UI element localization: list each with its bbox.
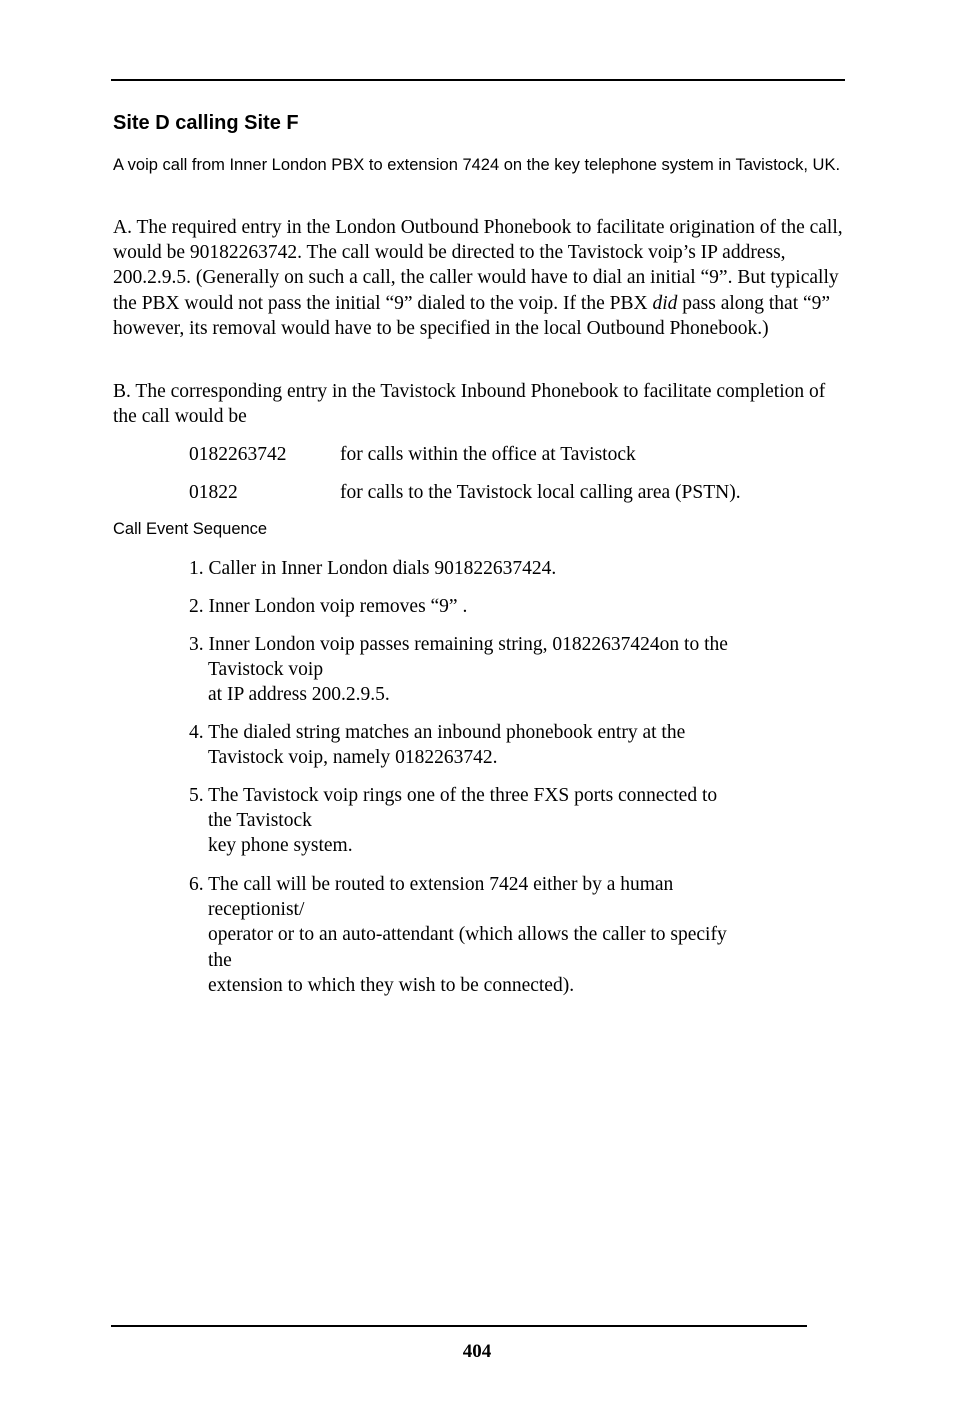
step-line: key phone system.	[208, 835, 353, 857]
paragraph-a-text-2: pass along that “9” however, its removal would have to be specified in the local Outbound Phonebook.)	[113, 292, 831, 339]
paragraph-b: B. The corresponding entry in the Tavistock Inbound Phonebook to facilitate completion of the call would be	[113, 381, 826, 428]
sequence-step	[189, 632, 834, 708]
intro-text: A voip call from Inner London PBX to extension 7424 on the key telephone system in Tavistock, UK.	[113, 156, 841, 174]
step-line: Tavistock voip, namely 0182263742.	[208, 747, 498, 769]
step-line: 5. The Tavistock voip rings one of the three FXS ports connected to	[189, 785, 718, 806]
step-line: the	[208, 949, 232, 971]
page-number: 404	[462, 1341, 492, 1362]
sequence-step	[189, 872, 834, 998]
paragraph-a-italic: did	[652, 292, 678, 314]
step-line: 1. Caller in Inner London dials 901822637424.	[189, 558, 557, 579]
entry-description: for calls within the office at Tavistock	[340, 444, 636, 465]
section-heading: Site D calling Site F	[113, 112, 299, 134]
step-line: at IP address 200.2.9.5.	[208, 684, 390, 706]
header-rule	[111, 79, 845, 81]
step-line: extension to which they wish to be connected).	[208, 974, 575, 996]
step-line: 2. Inner London voip removes “9” .	[189, 596, 468, 617]
step-line: 6. The call will be routed to extension 7424 either by a human	[189, 874, 674, 895]
paragraph-a-text-1: A. The required entry in the London Outbound Phonebook to facilitate origination of the call, would be 90182263742. The call would be directed to the Tavistock voip’s IP address, 200.2.9.5. (Generally on such a call, the caller would have to dial an initial “9”. But typically the PBX would not pass the initial “9” dialed to the voip. If the PBX	[113, 217, 843, 314]
paragraph-a	[113, 215, 843, 341]
step-line: 3. Inner London voip passes remaining string, 01822637424on to the	[189, 634, 728, 655]
step-line: Tavistock voip	[208, 659, 324, 681]
step-line: the Tavistock	[208, 810, 312, 832]
sequence-step	[189, 720, 834, 770]
step-line: receptionist/	[208, 899, 305, 921]
sequence-step	[189, 556, 834, 581]
step-line: 4. The dialed string matches an inbound phonebook entry at the	[189, 722, 686, 743]
step-line: operator or to an auto-attendant (which allows the caller to specify	[208, 924, 727, 946]
footer-rule	[111, 1325, 807, 1327]
sequence-step	[189, 594, 834, 619]
entry-number: 01822	[189, 482, 238, 503]
sequence-step	[189, 783, 834, 859]
sequence-heading: Call Event Sequence	[113, 520, 268, 538]
entry-number: 0182263742	[189, 444, 287, 465]
entry-description: for calls to the Tavistock local calling area (PSTN).	[340, 482, 741, 503]
